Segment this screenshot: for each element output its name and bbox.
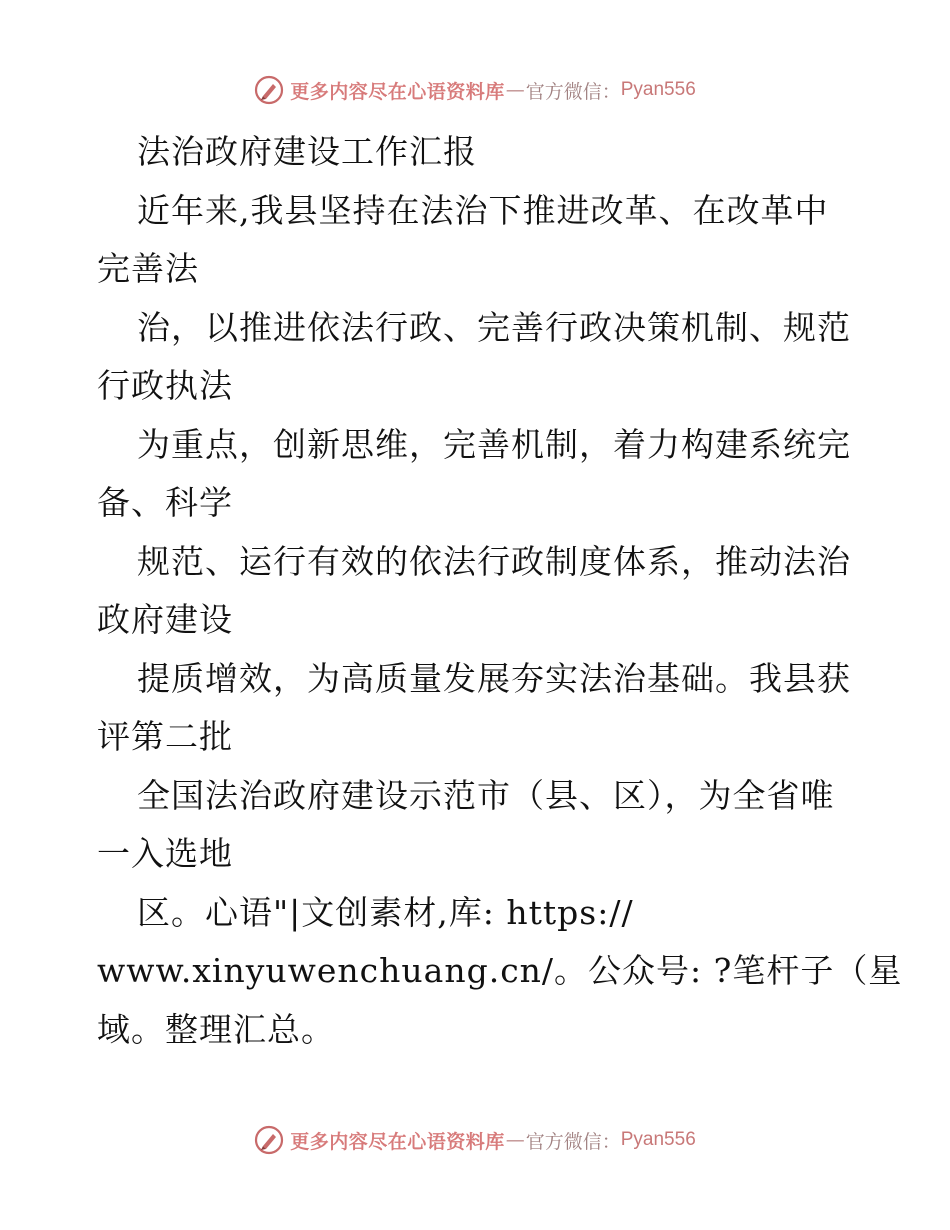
paragraph-line: 政府建设: [97, 600, 233, 639]
banner-text: 更多内容尽在心语资料库: [290, 80, 505, 103]
header-banner: [0, 74, 950, 106]
paragraph-line: 一入选地: [97, 834, 233, 873]
paragraph-line: 评第二批: [97, 717, 233, 756]
document-body: [97, 123, 903, 1059]
paragraph-line: 行政执法: [97, 366, 233, 405]
footer-banner: [0, 1124, 950, 1156]
paragraph-line: 区。心语"|文创素材,库: https://: [137, 892, 634, 932]
wechat-id: Pyan556: [620, 1129, 696, 1150]
banner-dash: —: [505, 79, 525, 101]
paragraph-line: 域。整理汇总。: [97, 1009, 335, 1049]
paragraph-line: 治，以推进依法行政、完善行政决策机制、规范: [137, 307, 851, 347]
wechat-id: Pyan556: [620, 79, 696, 100]
paragraph-line: 完善法: [97, 249, 199, 288]
paragraph-line: 备、科学: [97, 483, 233, 522]
paragraph-line: 提质增效，为高质量发展夯实法治基础。我县获: [137, 658, 851, 698]
pen-logo-icon: [254, 1125, 284, 1155]
paragraph-line: 近年来,我县坚持在法治下推进改革、在改革中: [137, 190, 829, 230]
pen-logo-icon: [254, 75, 284, 105]
wechat-label: 官方微信：: [525, 80, 621, 103]
paragraph-line: www.xinyuwenchuang.cn/。公众号: ?笔杆子（星: [97, 951, 903, 990]
banner-dash: —: [505, 1129, 525, 1151]
document-title: 法治政府建设工作汇报: [137, 132, 477, 171]
paragraph-line: 全国法治政府建设示范市（县、区），为全省唯: [137, 775, 835, 815]
paragraph-line: 为重点，创新思维，完善机制，着力构建系统完: [137, 424, 851, 464]
banner-text: 更多内容尽在心语资料库: [290, 1130, 505, 1153]
wechat-label: 官方微信：: [525, 1130, 621, 1153]
paragraph-line: 规范、运行有效的依法行政制度体系，推动法治: [137, 541, 851, 581]
